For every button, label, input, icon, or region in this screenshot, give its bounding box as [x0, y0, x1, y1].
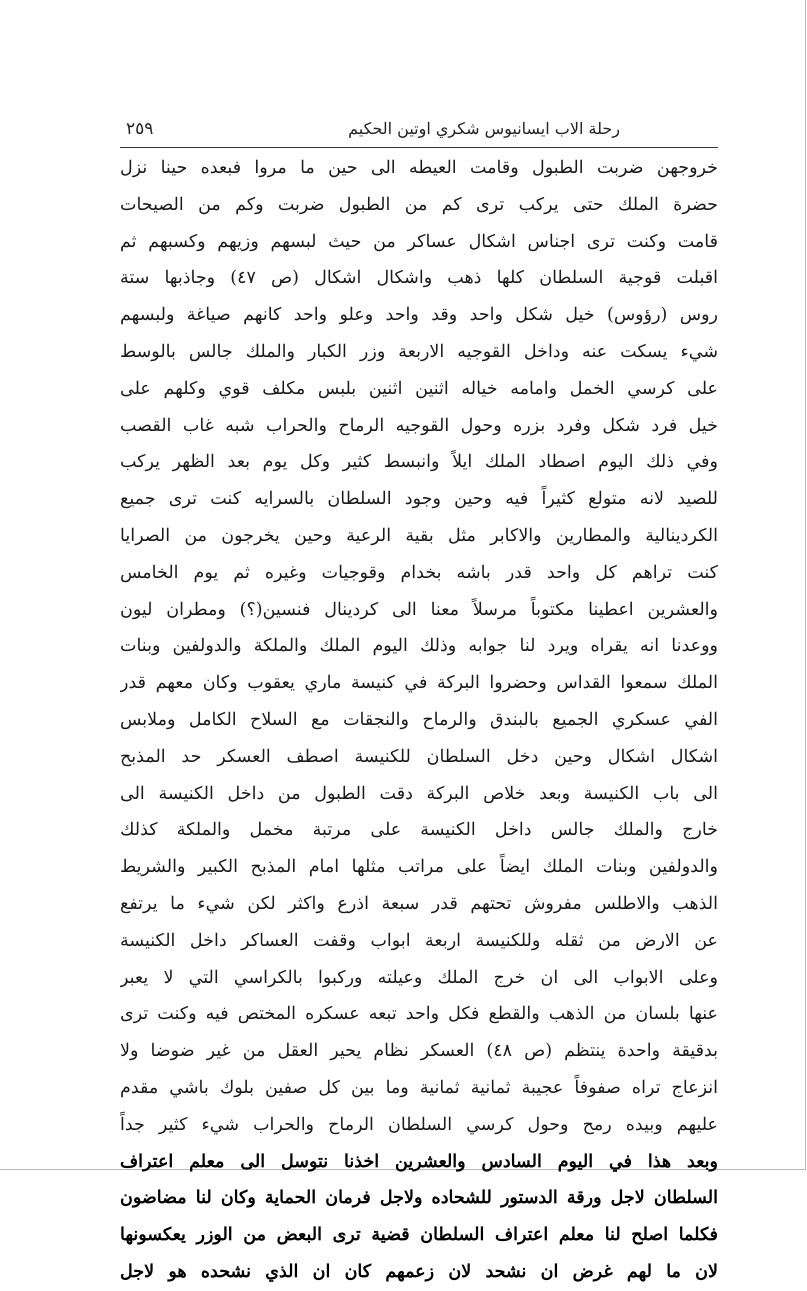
page-number: ٢٥٩ [126, 119, 154, 139]
running-head [120, 113, 710, 147]
text-line-13: والعشرين اعطينا مكتوباً مرسلاً معنا الى كردينال فنسين(؟) ومطران ليون [120, 599, 718, 620]
text-line-24: عنها بلسان من الذهب والقطع فكل واحد تبعه عسكره المختص فيه وكنت ترى [120, 1004, 718, 1025]
text-line-17: اشكال اشكال وحين دخل السلطان للكنيسة اصطف العسكر حد المذبح [120, 746, 718, 767]
text-line-14: ووعدنا انه يقراه ويرد لنا جوابه وذلك اليوم الملك والملكة والدولفين وبنات [120, 636, 718, 657]
text-line-3: قامت وكنت ترى اجناس اشكال عساكر من حيث لبسهم وزيهم وكسبهم ثم [120, 231, 718, 252]
text-line-23: وعلى الابواب الى ان خرج الملك وعيلته وركبوا بالكراسي التي لا يعبر [120, 967, 718, 988]
text-line-2: حضرة الملك حتى يركب ترى كم من الطبول ضربت وكم من الصيحات [120, 194, 718, 215]
text-line-1: خروجهن ضربت الطبول وقامت العيطه الى حين ما مروا فبعده حينا نزل [120, 158, 718, 178]
text-line-4: اقبلت قوجية السلطان كلها ذهب واشكال اشكال (ص ٤٧) وجاذبها ستة [120, 268, 718, 289]
text-line-11: الكردينالية والمطارين والاكابر مثل بقية الرعية وحين يخرجون من الصرايا [120, 525, 718, 546]
text-line-27: عليهم وبيده رمح وحول كرسي السلطان الرماح والحراب شيء كثير جداً [120, 1114, 718, 1135]
text-line-10: للصيد لانه متولع كثيراً فيه وحين وجود السلطان بالسرايه كنت ترى جميع [120, 489, 718, 510]
text-line-21: الذهب والاطلس مفروش تحتهم قدر سبعة اذرع واكثر لكن شيء ما يرتفع [120, 893, 718, 914]
text-line-26: انزعاج تراه صفوفاً عجيبة ثمانية ثمانية وما بين كل صفين بلوك باشي مقدم [120, 1077, 718, 1098]
text-line-30: فكلما اصلح لنا معلم اعتراف السلطان قضية ترى البعض من الوزر يعكسونها [120, 1225, 718, 1246]
text-line-29: السلطان لاجل ورقة الدستور للشحاده ولاجل فرمان الحماية وكان لنا مضاضون [120, 1188, 718, 1209]
text-line-8: خيل فرد شكل وفرد بزره وحول القوجيه الرماح والحراب شبه غاب القصب [120, 415, 718, 436]
text-line-16: الفي عسكري الجميع بالبندق والرماح والنجقات مع السلاح الكامل وملابس [120, 709, 718, 730]
text-line-5: روس (رؤوس) خيل شكل واحد وقد واحد وعلو واحد كانهم صياغة ولبسهم [120, 305, 718, 326]
running-title: رحلة الاب ايسانيوس شكري اوتين الحكيم [348, 119, 620, 138]
body-text [120, 150, 718, 1291]
text-line-7: على كرسي الخمل وامامه خياله اثنين اثنين بلبس مكلف قوي وكلهم على [120, 378, 718, 399]
text-line-12: كنت تراهم كل واحد قدر باشه بخدام وقوجيات وغيره ثم يوم الخامس [120, 562, 718, 583]
text-line-20: والدولفين وبنات الملك ايضاً على مراتب مثلها امام المذبح الكبير والشريط [120, 857, 718, 878]
text-line-28: وبعد هذا في اليوم السادس والعشرين اخذنا نتوسل الى معلم اعتراف [120, 1151, 718, 1172]
header-divider [120, 147, 718, 148]
text-line-9: وفي ذلك اليوم اصطاد الملك ايلاً وانبسط كثير وكل يوم بعد الظهر يركب [120, 452, 718, 473]
text-line-31: لان ما لهم غرض ان نشحد لان زعمهم كان ان الذي نشحده هو لاجل [120, 1261, 718, 1282]
text-line-6: شيء يسكت عنه وداخل القوجيه الاربعة وزر الكبار والملك جالس بالوسط [120, 341, 718, 362]
text-line-18: الى باب الكنيسة وبعد خلاص البركة دقت الطبول من داخل الكنيسة الى [120, 783, 718, 804]
text-line-25: بدقيقة واحدة ينتظم (ص ٤٨) العسكر نظام يحير العقل من غير ضوضا ولا [120, 1041, 718, 1062]
text-line-15: الملك سمعوا القداس وحضروا البركة في كنيسة ماري يعقوب وكان معهم قدر [120, 673, 718, 694]
text-line-19: خارج والملك جالس داخل الكنيسة على مرتبة مخمل والملكة كذلك [120, 820, 718, 841]
text-line-22: عن الارض من ثقله وللكنيسة اربعة ابواب وقفت العساكر داخل الكنيسة [120, 930, 718, 951]
